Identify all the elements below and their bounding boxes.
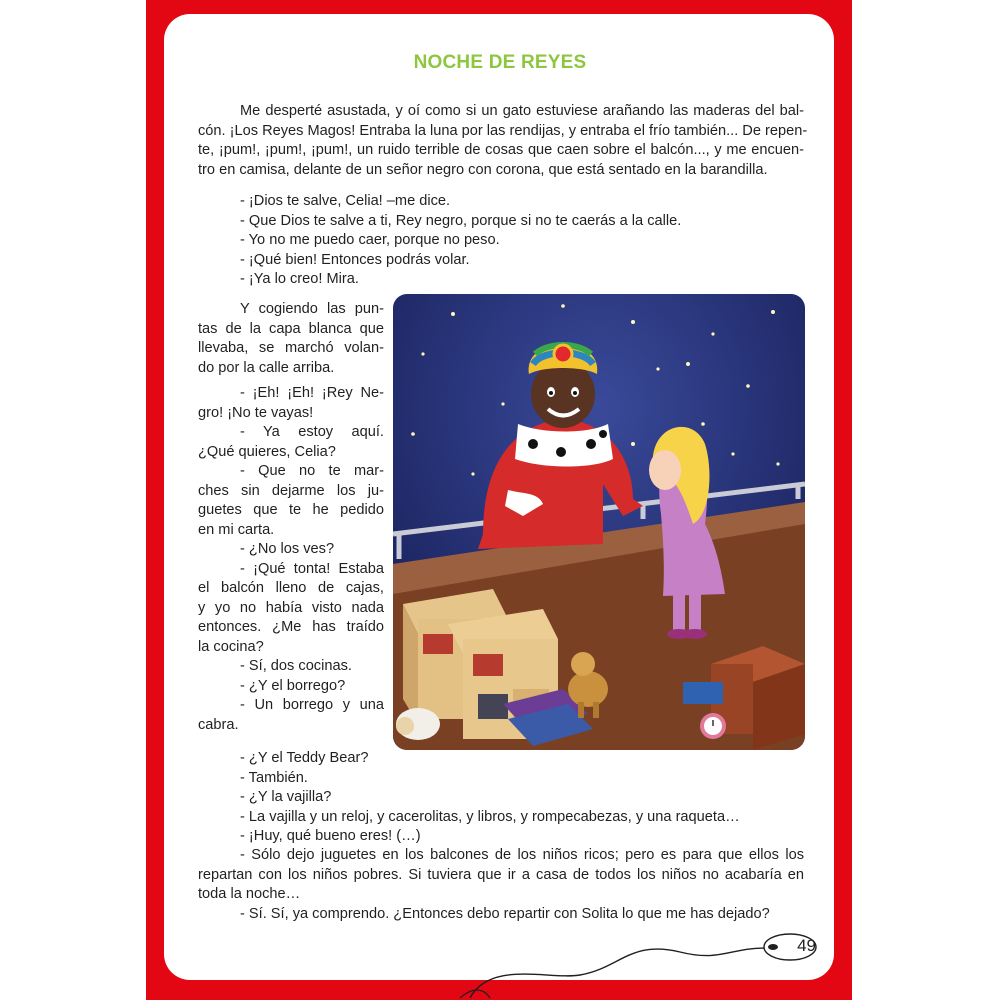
text-line: y yo no había visto nada — [198, 599, 384, 616]
text-line: repartan con los niños pobres. Si tuviera que ir a casa de todos los niños no acabaría en — [198, 866, 804, 883]
dialogue-line: - La vajilla y un reloj, y cacerolitas, y libros, y rompecabezas, y una raqueta… — [240, 808, 740, 825]
sheep-toy — [396, 708, 440, 740]
text-line: Me desperté asustada, y oí como si un gato estuviese arañando las maderas del bal- — [240, 103, 804, 119]
text-line: tas de la capa blanca que — [198, 320, 384, 337]
text-line: gro! ¡No te vayas! — [198, 404, 314, 421]
text-line: la cocina? — [198, 638, 264, 655]
king-and-girl-on-balcony-illustration — [393, 294, 805, 750]
column-text — [198, 300, 384, 735]
intro-paragraph — [198, 102, 808, 180]
text-line: - Sí, dos cocinas. — [240, 658, 352, 674]
text-line: entonces. ¿Me has traído — [198, 619, 384, 635]
text-line: - Ya estoy aquí. — [240, 424, 384, 440]
alarm-clock — [700, 713, 726, 739]
text-line: - ¡Eh! ¡Eh! ¡Rey Ne- — [240, 385, 384, 401]
dialogue-line: - Que Dios te salve a ti, Rey negro, porque si no te caerás a la calle. — [240, 212, 682, 229]
text-line: - ¿No los ves? — [240, 541, 335, 557]
text-line: do por la calle arriba. — [198, 359, 335, 376]
dialogue-line: - Yo no me puedo caer, porque no peso. — [240, 232, 500, 248]
text-line: - Un borrego y una — [240, 697, 384, 713]
text-line: te, ¡pum!, ¡pum!, ¡pum!, un ruido terrible de cosas que caen sobre el balcón..., y me encuen- — [198, 142, 804, 158]
text-line: cabra. — [198, 716, 239, 733]
dialogue-line: - ¡Ya lo creo! Mira. — [240, 271, 359, 287]
text-line: Y cogiendo las pun- — [240, 301, 384, 317]
dialogue-line: - También. — [240, 769, 308, 786]
text-line: - Que no te mar- — [240, 463, 384, 479]
text-line: cón. ¡Los Reyes Magos! Entraba la luna por las rendijas, y entraba el frío también... De repen- — [198, 122, 808, 139]
text-line: guetes que te he pedido — [198, 502, 384, 518]
final-paragraph — [198, 846, 804, 924]
text-line: toda la noche… — [198, 886, 301, 902]
dialogue-line: - ¿Y la vajilla? — [240, 789, 332, 805]
text-line: tro en camisa, delante de un señor negro con corona, que está sentado en la barandilla. — [198, 161, 768, 178]
text-line: - ¡Qué tonta! Estaba — [240, 560, 384, 577]
text-line: llevaba, se marchó volan- — [198, 340, 384, 356]
dialogue-bottom — [198, 749, 804, 847]
text-line: ches sin dejarme los ju- — [198, 482, 384, 499]
dialogue-line: - ¡Qué bien! Entonces podrás volar. — [240, 251, 470, 268]
text-line: ¿Qué quieres, Celia? — [198, 443, 336, 460]
page-number: 49 — [797, 936, 816, 955]
dialogue-line: - ¡Dios te salve, Celia! –me dice. — [240, 193, 451, 209]
text-line: - Sólo dejo juguetes en los balcones de los niños ricos; pero es para que ellos los — [240, 847, 804, 863]
text-line: - Sí. Sí, ya comprendo. ¿Entonces debo repartir con Solita lo que me has dejado? — [240, 905, 770, 922]
dialogue-top — [198, 192, 804, 290]
text-line: el balcón lleno de cajas, — [198, 580, 384, 596]
dialogue-line: - ¡Huy, qué bueno eres! (…) — [240, 828, 421, 844]
dialogue-line: - ¿Y el Teddy Bear? — [240, 750, 369, 766]
story-title: NOCHE DE REYES — [413, 52, 587, 73]
text-line: - ¿Y el borrego? — [240, 677, 346, 694]
text-line: en mi carta. — [198, 521, 275, 538]
